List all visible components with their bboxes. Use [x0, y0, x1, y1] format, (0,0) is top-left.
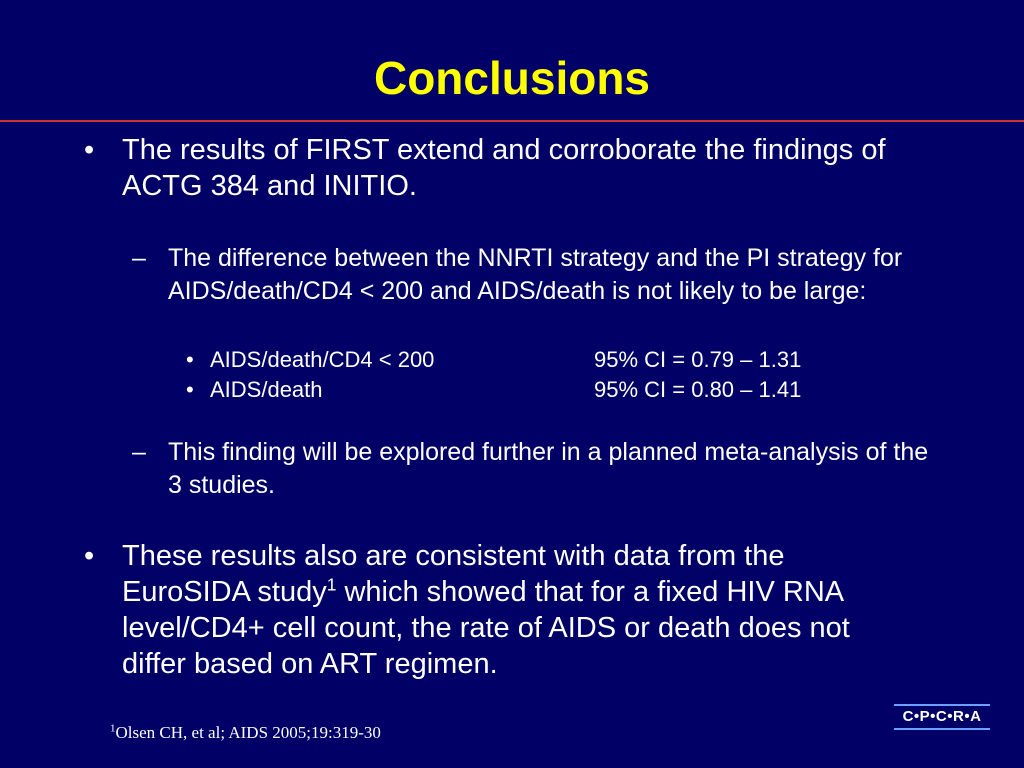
ci-item-2-label: AIDS/death	[210, 377, 323, 402]
footnote-text: Olsen CH, et al; AIDS 2005;19:319-30	[115, 723, 381, 742]
sub-bullet-1-1	[132, 242, 932, 308]
ci-item-1	[186, 344, 906, 376]
ci-item-2-value: 95% CI = 0.80 – 1.41	[594, 377, 802, 402]
sub-bullet-1-1-text: The difference between the NNRTI strategy and the PI strategy for AIDS/death/CD4 < 200 and AIDS/death is not likely to be large:	[168, 244, 903, 305]
footnote	[110, 722, 381, 744]
title-divider	[0, 120, 1024, 122]
bullet-1-text: The results of FIRST extend and corroborate the findings of ACTG 384 and INITIO.	[122, 134, 886, 202]
citation-superscript: 1	[326, 574, 337, 595]
bullet-1	[84, 132, 914, 204]
slide-title: Conclusions	[373, 52, 651, 104]
logo-top-bar	[894, 704, 990, 706]
bullet-2-text	[122, 538, 914, 682]
dash-marker: –	[132, 244, 146, 272]
sub-bullet-1-2-text: This finding will be explored further in a planned meta-analysis of the 3 studies.	[168, 438, 929, 499]
bullet-2-text-before: These results also are consistent with data from the EuroSIDA study	[122, 540, 785, 608]
bullet-2	[84, 538, 914, 682]
ci-item-2	[186, 374, 906, 406]
bullet-marker: •	[186, 377, 194, 402]
sub-bullet-1-2	[132, 436, 932, 502]
ci-item-1-value: 95% CI = 0.79 – 1.31	[594, 347, 802, 372]
logo-bottom-bar	[894, 728, 990, 730]
logo-text: C•P•C•R•A	[902, 708, 982, 725]
footnote-superscript: 1	[110, 722, 116, 735]
bullet-marker: •	[84, 540, 95, 572]
cpcra-logo	[894, 704, 990, 730]
ci-item-1-label: AIDS/death/CD4 < 200	[210, 347, 435, 372]
bullet-marker: •	[186, 347, 194, 372]
bullet-2-text-after: which showed that for a fixed HIV RNA level/CD4+ cell count, the rate of AIDS or death does not differ based on ART regimen.	[122, 576, 850, 680]
dash-marker: –	[132, 438, 146, 466]
bullet-marker: •	[84, 134, 95, 166]
